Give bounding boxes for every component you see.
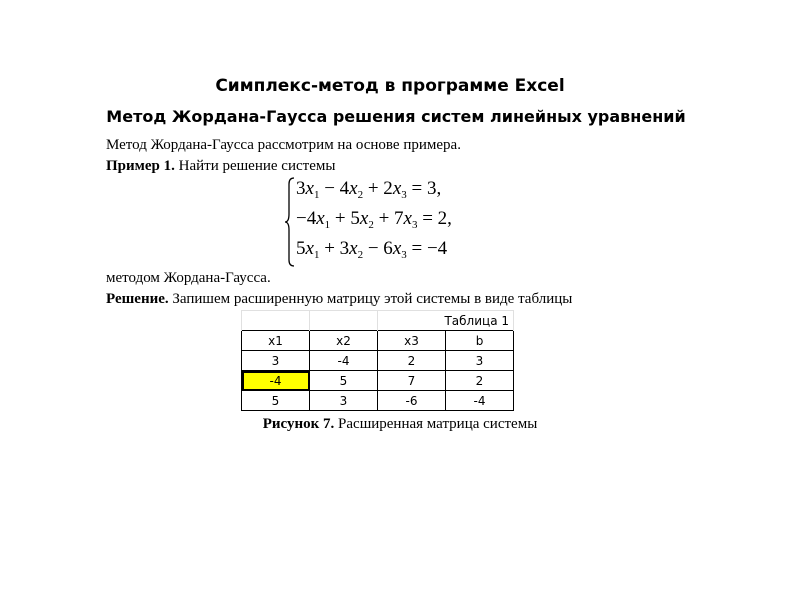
table-cell[interactable]: [242, 311, 310, 331]
table-row: [242, 391, 514, 411]
figure-label: Рисунок 7.: [262, 416, 335, 432]
table-cell[interactable]: 3: [242, 351, 310, 371]
table-row: [242, 351, 514, 371]
table-cell[interactable]: [310, 311, 378, 331]
table-cell[interactable]: -4: [446, 391, 514, 411]
example-label: Пример 1.: [106, 158, 175, 174]
table-header-cell[interactable]: x2: [310, 331, 378, 351]
table-cell[interactable]: 2: [378, 351, 446, 371]
equation-2: $-4x_1 + 5x_2 + 7x_3 = 2$,: [296, 208, 452, 231]
table-header-cell[interactable]: x3: [378, 331, 446, 351]
example-text: Найти решение системы: [174, 158, 336, 174]
table-header-cell[interactable]: x1: [242, 331, 310, 351]
example-line: [106, 158, 335, 175]
equation-1: $3x_1 - 4x_2 + 2x_3 = 3$,: [296, 178, 442, 201]
table-caption[interactable]: Таблица 1: [378, 311, 514, 331]
method-text: методом Жордана-Гаусса.: [106, 270, 271, 286]
table-cell[interactable]: 3: [446, 351, 514, 371]
figure-text: Расширенная матрица системы: [334, 416, 538, 432]
table-caption-row: [242, 311, 514, 331]
solution-line: [106, 291, 572, 308]
table-header-cell[interactable]: b: [446, 331, 514, 351]
table-cell[interactable]: 3: [310, 391, 378, 411]
brace-icon: [284, 176, 296, 268]
table-cell[interactable]: 5: [310, 371, 378, 391]
table-cell[interactable]: -6: [378, 391, 446, 411]
equation-system: [284, 176, 484, 268]
table-header-row: [242, 331, 514, 351]
figure-caption: [0, 416, 800, 433]
table-row: [242, 371, 514, 391]
matrix-table: [241, 310, 514, 411]
table-cell[interactable]: -4: [310, 351, 378, 371]
table-cell[interactable]: 2: [446, 371, 514, 391]
solution-text: Запишем расширенную матрицу этой системы в виде таблицы: [168, 291, 573, 307]
intro-text: Метод Жордана-Гаусса рассмотрим на основе примера.: [106, 137, 461, 153]
solution-label: Решение.: [106, 291, 169, 307]
equation-3: $5x_1 + 3x_2 - 6x_3 = -4$: [296, 238, 448, 261]
selected-cell[interactable]: -4: [242, 371, 310, 391]
table-cell[interactable]: 7: [378, 371, 446, 391]
page-title: Симплекс-метод в программе Excel: [215, 76, 565, 96]
table-cell[interactable]: 5: [242, 391, 310, 411]
section-title: Метод Жордана-Гаусса решения систем линейных уравнений: [106, 107, 686, 126]
